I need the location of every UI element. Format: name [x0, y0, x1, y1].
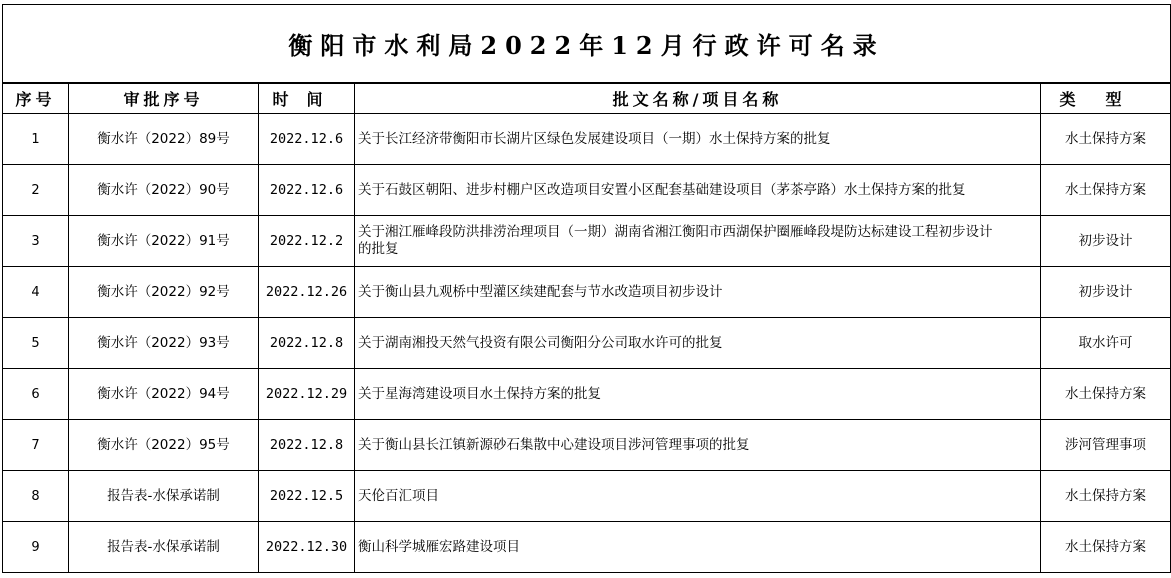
cell-index[interactable]: 1 — [3, 114, 69, 165]
cell-approval-no[interactable]: 衡水许（2022）95号 — [69, 420, 259, 471]
cell-time[interactable]: 2022.12.6 — [259, 165, 355, 216]
cell-approval-no[interactable]: 衡水许（2022）94号 — [69, 369, 259, 420]
cell-time[interactable]: 2022.12.8 — [259, 420, 355, 471]
cell-time[interactable]: 2022.12.2 — [259, 216, 355, 267]
cell-index[interactable]: 5 — [3, 318, 69, 369]
cell-type[interactable]: 初步设计 — [1041, 216, 1171, 267]
header-approval-no[interactable]: 审批序号 — [69, 83, 259, 114]
cell-document-name[interactable]: 关于石鼓区朝阳、进步村棚户区改造项目安置小区配套基础建设项目（茅茶亭路）水土保持方案的批复 — [355, 165, 1041, 216]
cell-index[interactable]: 2 — [3, 165, 69, 216]
cell-index[interactable]: 3 — [3, 216, 69, 267]
cell-approval-no[interactable]: 衡水许（2022）90号 — [69, 165, 259, 216]
cell-document-name[interactable]: 衡山科学城雁宏路建设项目 — [355, 522, 1041, 573]
cell-type[interactable]: 涉河管理事项 — [1041, 420, 1171, 471]
cell-document-name[interactable]: 关于衡山县九观桥中型灌区续建配套与节水改造项目初步设计 — [355, 267, 1041, 318]
cell-document-name[interactable]: 关于长江经济带衡阳市长湖片区绿色发展建设项目（一期）水土保持方案的批复 — [355, 114, 1041, 165]
header-document-name[interactable]: 批文名称/项目名称 — [355, 83, 1041, 114]
cell-time[interactable]: 2022.12.29 — [259, 369, 355, 420]
header-time[interactable]: 时间 — [259, 83, 355, 114]
title-row — [3, 5, 1171, 84]
table-title[interactable]: 衡阳市水利局2022年12月行政许可名录 — [3, 5, 1171, 84]
cell-type[interactable]: 取水许可 — [1041, 318, 1171, 369]
header-index[interactable]: 序号 — [3, 83, 69, 114]
table-row — [3, 114, 1171, 165]
cell-time[interactable]: 2022.12.6 — [259, 114, 355, 165]
cell-type[interactable]: 水土保持方案 — [1041, 114, 1171, 165]
cell-index[interactable]: 9 — [3, 522, 69, 573]
cell-index[interactable]: 6 — [3, 369, 69, 420]
table-row — [3, 318, 1171, 369]
cell-approval-no[interactable]: 衡水许（2022）93号 — [69, 318, 259, 369]
cell-type[interactable]: 水土保持方案 — [1041, 165, 1171, 216]
table-row — [3, 471, 1171, 522]
cell-type[interactable]: 水土保持方案 — [1041, 522, 1171, 573]
cell-document-name[interactable]: 关于星海湾建设项目水土保持方案的批复 — [355, 369, 1041, 420]
table-row — [3, 420, 1171, 471]
cell-type[interactable]: 初步设计 — [1041, 267, 1171, 318]
cell-type[interactable]: 水土保持方案 — [1041, 369, 1171, 420]
cell-document-name[interactable]: 关于衡山县长江镇新源砂石集散中心建设项目涉河管理事项的批复 — [355, 420, 1041, 471]
cell-approval-no[interactable]: 报告表-水保承诺制 — [69, 522, 259, 573]
cell-document-name[interactable]: 关于湘江雁峰段防洪排涝治理项目（一期）湖南省湘江衡阳市西湖保护圈雁峰段堤防达标建设工程初步设计的批复 — [355, 216, 1041, 267]
permit-table — [2, 4, 1171, 573]
cell-document-name[interactable]: 关于湖南湘投天然气投资有限公司衡阳分公司取水许可的批复 — [355, 318, 1041, 369]
cell-type[interactable]: 水土保持方案 — [1041, 471, 1171, 522]
cell-document-name[interactable]: 天伦百汇项目 — [355, 471, 1041, 522]
cell-time[interactable]: 2022.12.5 — [259, 471, 355, 522]
cell-approval-no[interactable]: 报告表-水保承诺制 — [69, 471, 259, 522]
cell-time[interactable]: 2022.12.8 — [259, 318, 355, 369]
cell-approval-no[interactable]: 衡水许（2022）91号 — [69, 216, 259, 267]
header-row — [3, 83, 1171, 114]
table-row — [3, 216, 1171, 267]
cell-time[interactable]: 2022.12.30 — [259, 522, 355, 573]
table-row — [3, 165, 1171, 216]
cell-index[interactable]: 4 — [3, 267, 69, 318]
cell-approval-no[interactable]: 衡水许（2022）89号 — [69, 114, 259, 165]
cell-approval-no[interactable]: 衡水许（2022）92号 — [69, 267, 259, 318]
header-type[interactable]: 类型 — [1041, 83, 1171, 114]
cell-index[interactable]: 7 — [3, 420, 69, 471]
cell-index[interactable]: 8 — [3, 471, 69, 522]
table-row — [3, 522, 1171, 573]
table-row — [3, 267, 1171, 318]
cell-time[interactable]: 2022.12.26 — [259, 267, 355, 318]
table-row — [3, 369, 1171, 420]
